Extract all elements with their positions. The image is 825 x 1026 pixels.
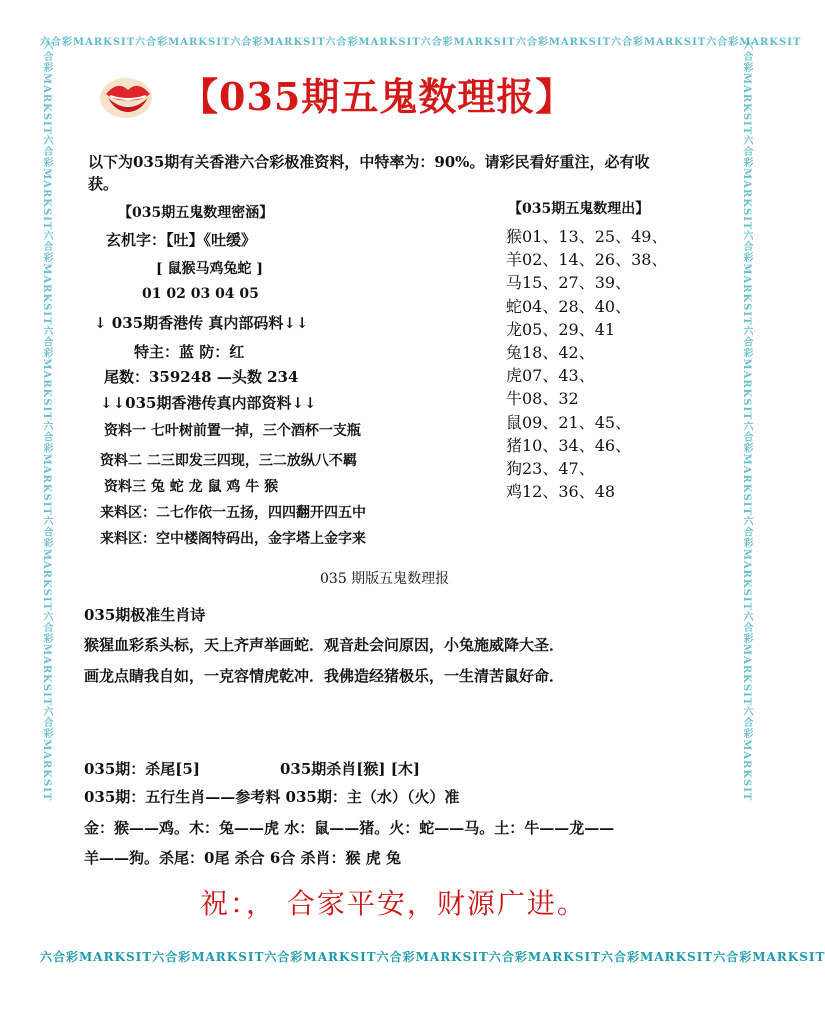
watermark-border-left: 六合彩MARKSIT六合彩MARKSIT六合彩MARKSIT六合彩MARKSIT六合彩MARKSIT六合彩MARKSIT六合彩MARKSIT六合彩MARKSIT <box>41 40 52 802</box>
number-row: 猪10、34、46、 <box>506 435 632 455</box>
element-pairs-line-2: 羊——狗。杀尾：0尾 杀合 6合 杀肖：猴 虎 兔 <box>84 849 401 867</box>
data-line-1: 资料一 七叶树前置一掉，三个酒杯一支瓶 <box>104 423 361 439</box>
number-row: 蛇04、28、40、 <box>506 296 632 316</box>
poem-heading: 035期极准生肖诗 <box>84 606 206 624</box>
element-pairs-line-1: 金：猴——鸡。木：兔——虎 水：鼠——猪。火：蛇——马。土：牛——龙—— <box>84 819 615 837</box>
poem-line-1: 猴猩血彩系头标，天上齐声举画蛇．观音赴会问原因，小兔施威降大圣． <box>84 636 565 654</box>
right-heading: 【035期五鬼数理出】 <box>508 201 650 217</box>
number-row: 鸡12、36、48 <box>506 482 616 502</box>
kill-zodiac-text: 035期杀肖[猴] [木] <box>280 760 420 778</box>
lai-line-2: 来料区：空中楼阁特码出，金字塔上金字来 <box>100 531 366 547</box>
data-line-3: 资料三 兔 蛇 龙 鼠 鸡 牛 猴 <box>104 479 279 495</box>
section-title: 035 期版五鬼数理报 <box>320 571 450 587</box>
number-row: 牛08、32 <box>506 389 579 409</box>
xuanji-text: 玄机字：【吐】《吐缓》 <box>106 231 257 249</box>
watermark-border-bottom: 六合彩MARKSIT六合彩MARKSIT六合彩MARKSIT六合彩MARKSIT六合彩MARKSIT六合彩MARKSIT六合彩MARKSIT <box>40 950 825 964</box>
number-row: 兔18、42、 <box>506 343 595 362</box>
lips-logo-icon <box>96 72 162 122</box>
tezhu-text: 特主：蓝 防：红 <box>134 343 245 361</box>
lai-line-1: 来料区：二七作依一五扬，四四翻开四五中 <box>100 505 366 521</box>
data-line-2: 资料二 二三即发三四现，三二放纵八不羁 <box>100 453 357 469</box>
left-heading: 【035期五鬼数理密涵】 <box>118 205 274 221</box>
number-row: 猴01、13、25、49、 <box>506 227 668 246</box>
poem-line-2: 画龙点睛我自如，一克容情虎乾冲．我佛造经猪极乐，一生清苦鼠好命． <box>84 667 565 685</box>
page-title: 【035期五鬼数理报】 <box>180 74 575 119</box>
intro-line-2: 获。 <box>88 175 119 193</box>
hk-heading-2: ↓↓035期香港传真内部资料↓↓ <box>100 394 317 412</box>
watermark-border-top: 六合彩MARKSIT六合彩MARKSIT六合彩MARKSIT六合彩MARKSIT六合彩MARKSIT六合彩MARKSIT六合彩MARKSIT六合彩MARKSIT <box>40 37 802 48</box>
hk-heading-1: ↓ 035期香港传 真内部码料↓↓ <box>94 314 309 332</box>
intro-line-1: 以下为035期有关香港六合彩极准资料，中特率为：90%。请彩民看好重注，必有收 <box>88 153 650 171</box>
blessing-text: 祝：， 合家平安，财源广进。 <box>200 887 587 920</box>
zodiac-list: [ 鼠猴马鸡兔蛇 ] <box>156 261 263 277</box>
number-row: 虎07、43、 <box>506 366 595 386</box>
weishu-text: 尾数：359248 —头数 234 <box>104 368 299 386</box>
kill-tail-text: 035期：杀尾[5] <box>84 760 200 778</box>
number-row: 龙05、29、41 <box>506 319 616 339</box>
number-list: 01 02 03 04 05 <box>142 286 259 302</box>
number-row: 羊02、14、26、38、 <box>506 250 668 270</box>
watermark-border-right: 六合彩MARKSIT六合彩MARKSIT六合彩MARKSIT六合彩MARKSIT六合彩MARKSIT六合彩MARKSIT六合彩MARKSIT六合彩MARKSIT <box>741 40 752 802</box>
number-row: 狗23、47、 <box>506 459 595 478</box>
five-elements-text: 035期：五行生肖——参考料 035期：主（水）（火）准 <box>84 788 460 806</box>
number-row: 鼠09、21、45、 <box>506 412 632 432</box>
number-row: 马15、27、39、 <box>506 273 632 293</box>
